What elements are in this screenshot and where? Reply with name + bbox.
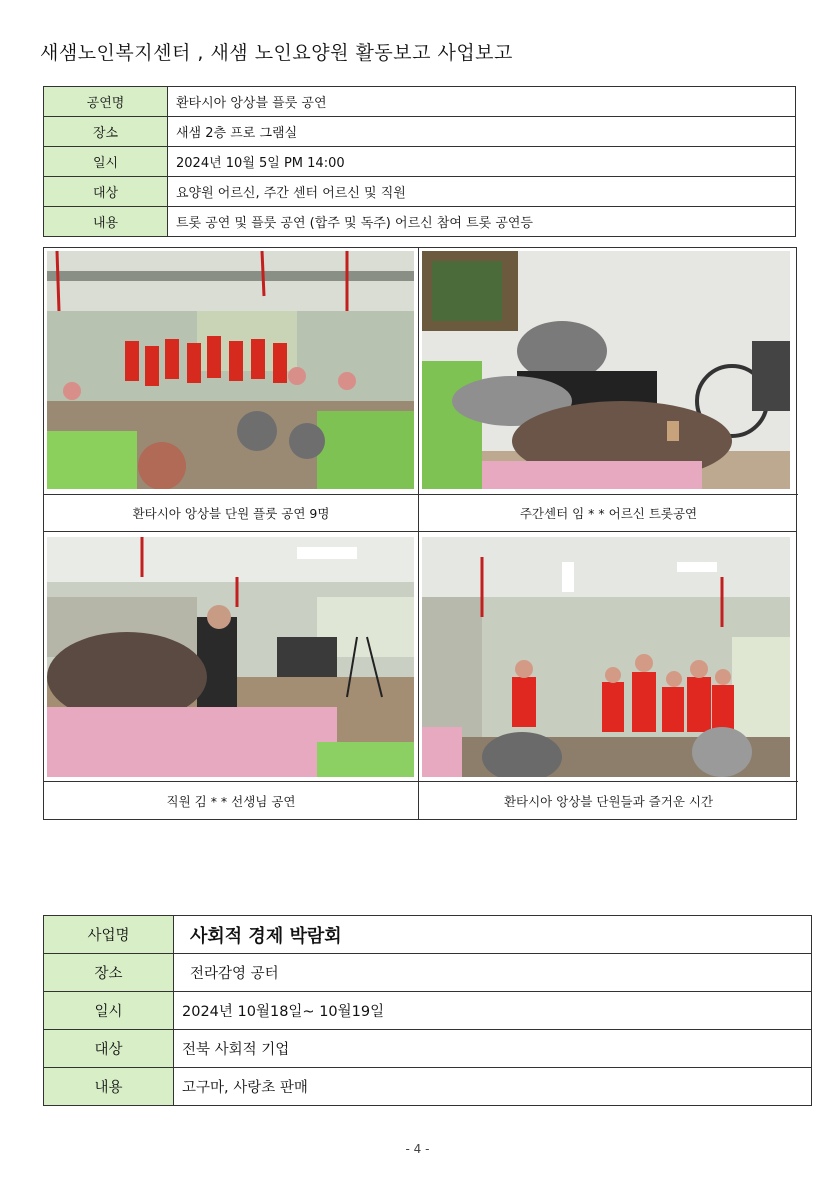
row-value: 2024년 10월 5일 PM 14:00 [168,147,796,177]
photo-caption: 환타시아 앙상블 단원들과 즐거운 시간 [419,781,798,820]
row-value: 트롯 공연 및 플룻 공연 (합주 및 독주) 어르신 참여 트롯 공연등 [168,207,796,237]
photo-elder-trot [422,251,790,489]
row-value: 사회적 경제 박람회 [174,916,812,954]
row-label: 공연명 [44,87,168,117]
table-row [44,87,796,117]
row-value: 고구마, 사랑초 판매 [174,1068,812,1106]
table-row [44,207,796,237]
grid-divider [44,531,796,532]
table-row [44,147,796,177]
row-label: 장소 [44,117,168,147]
row-label: 일시 [44,147,168,177]
photo-grid [43,247,797,820]
row-value: 전북 사회적 기업 [174,1030,812,1068]
row-label: 대상 [44,1030,174,1068]
photo-caption: 환타시아 앙상블 단원 플룻 공연 9명 [44,494,418,530]
page-number: - 4 - [405,1142,430,1156]
row-label: 사업명 [44,916,174,954]
page-title: 새샘노인복지센터 , 새샘 노인요양원 활동보고 사업보고 [40,42,513,64]
photo-group-time [422,537,790,777]
table-row [44,992,812,1030]
row-label: 내용 [44,1068,174,1106]
row-label: 장소 [44,954,174,992]
row-value: 환타시아 앙상블 플룻 공연 [168,87,796,117]
table-row [44,1068,812,1106]
row-label: 대상 [44,177,168,207]
photo-flute-ensemble [47,251,414,489]
row-value: 전라감영 공터 [174,954,812,992]
activity-table [43,86,796,237]
table-row [44,916,812,954]
row-value: 요양원 어르신, 주간 센터 어르신 및 직원 [168,177,796,207]
table-row [44,117,796,147]
photo-caption: 주간센터 임 * * 어르신 트롯공연 [419,494,798,530]
grid-divider [418,248,419,819]
row-label: 내용 [44,207,168,237]
photo-staff-performance [47,537,414,777]
photo-caption: 직원 김 * * 선생님 공연 [44,781,418,820]
table-row [44,954,812,992]
business-table [43,915,812,1106]
table-row [44,1030,812,1068]
row-value: 새샘 2층 프로 그램실 [168,117,796,147]
table-row [44,177,796,207]
row-value: 2024년 10월18일~ 10월19일 [174,992,812,1030]
row-label: 일시 [44,992,174,1030]
